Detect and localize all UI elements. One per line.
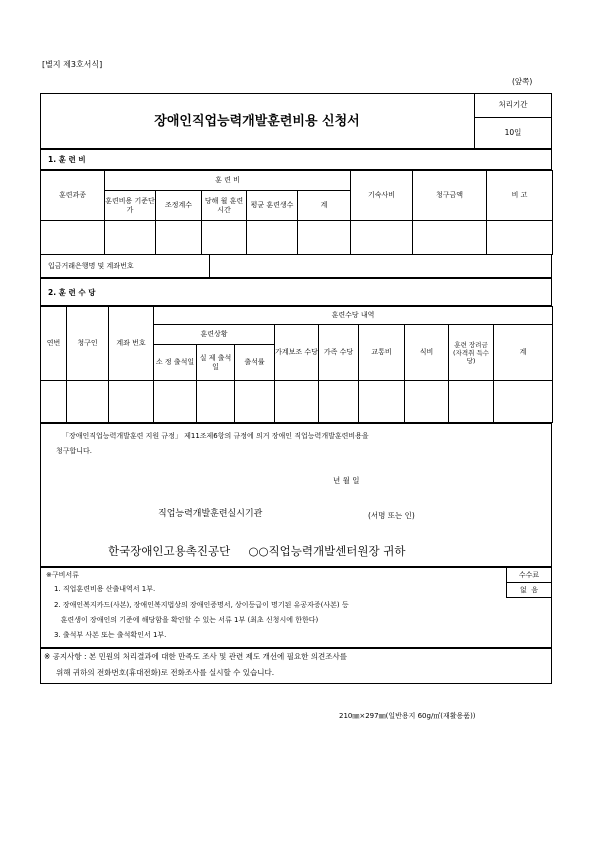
col-average-trainees: 평균 훈련생수 [247,191,298,221]
col-dependents: 가족 수당 [319,325,359,381]
col-incentive: 훈련 장려금 (자격취 득수당) [449,325,494,381]
attachment-item: 3. 출석부 사본 또는 출석확인서 1부. [54,631,167,639]
front-label: (앞쪽) [512,77,533,86]
fee-label: 수수료 [518,571,540,579]
notice-line2: 위해 귀하의 전화번호(휴대전화)로 전화조사를 실시할 수 있습니다. [56,668,275,677]
col-course-name: 훈련과종 [41,171,105,221]
bank-input[interactable] [210,255,551,277]
processing-label: 처리기간 [498,100,528,109]
section1-heading-box [40,149,552,170]
col-adjusted: 조정계수 [156,191,202,221]
attachments-heading: ※구비서류 [46,571,79,579]
col-applicant: 청구인 [67,307,109,381]
attachment-item: 2. 장애인복지카드(사본), 장애인복지법상의 장애인증명서, 상이등급이 명기된 유공자증(사본) 등 [54,601,349,609]
paper-spec: 210㎜×297㎜(일반용지 60g/㎡(재활용품)) [339,712,476,720]
col-total: 계 [298,191,351,221]
declaration-line1: 「장애인직업능력개발훈련 지원 규정」 제11조제6항의 규정에 의거 장애인 직업능력개발훈련비용을 [62,432,369,440]
col-attendance-rate: 출석률 [235,345,275,381]
col-training-fee: 훈 련 비 [105,171,351,191]
col-actual-days: 실 제 출석일 [197,345,235,381]
section2-heading-box [40,278,552,306]
attachment-item: 1. 직업훈련비용 산출내역서 1부. [54,585,156,593]
col-claim-amount: 청구금액 [413,171,487,221]
addressee: 한국장애인고용촉진공단 ○○직업능력개발센터원장 귀하 [108,544,406,558]
section1-heading: 1. 훈 련 비 [48,155,86,164]
col-allowance-details: 훈련수당 내역 [154,307,553,325]
col-meals: 식비 [405,325,449,381]
signature-label: (서명 또는 인) [368,511,415,520]
cell-empty[interactable] [41,221,105,255]
institution-label: 직업능력개발훈련실시기관 [158,509,263,519]
col-remarks: 비 고 [487,171,553,221]
col-fee-standard: 훈련비용 기준단가 [105,191,156,221]
col-account-no: 계좌 번호 [109,307,154,381]
form-number: [별지 제3호서식] [42,60,103,69]
training-fee-table [40,170,553,255]
bank-label: 입금거래은행명 및 계좌번호 [48,262,134,270]
notice-line1: ※ 공지사항 : 본 민원의 처리결과에 대한 만족도 조사 및 관련 제도 개선에 필요한 의견조사를 [44,652,348,661]
col-allowance-total: 계 [494,325,553,381]
date-line: 년 월 일 [333,476,360,485]
col-dormitory: 기숙사비 [351,171,413,221]
col-monthly-hours: 당해 월 훈련시간 [202,191,247,221]
declaration-line2: 청구합니다. [56,447,93,455]
col-family-support: 가계보조 수당 [275,325,319,381]
processing-value: 10일 [504,128,522,137]
col-status: 훈련상황 [154,325,275,345]
col-scheduled-days: 소 정 출석일 [154,345,197,381]
col-no: 연번 [41,307,67,381]
attachment-item: 훈련생이 장애인의 기준에 해당함을 확인할 수 있는 서류 1부 (최초 신청시에 한한다) [54,616,319,624]
page-title: 장애인직업능력개발훈련비용 신청서 [154,114,360,129]
fee-value: 없 음 [520,586,538,594]
col-transport: 교통비 [359,325,405,381]
allowance-table [40,306,553,423]
section2-heading: 2. 훈 련 수 당 [48,288,96,297]
